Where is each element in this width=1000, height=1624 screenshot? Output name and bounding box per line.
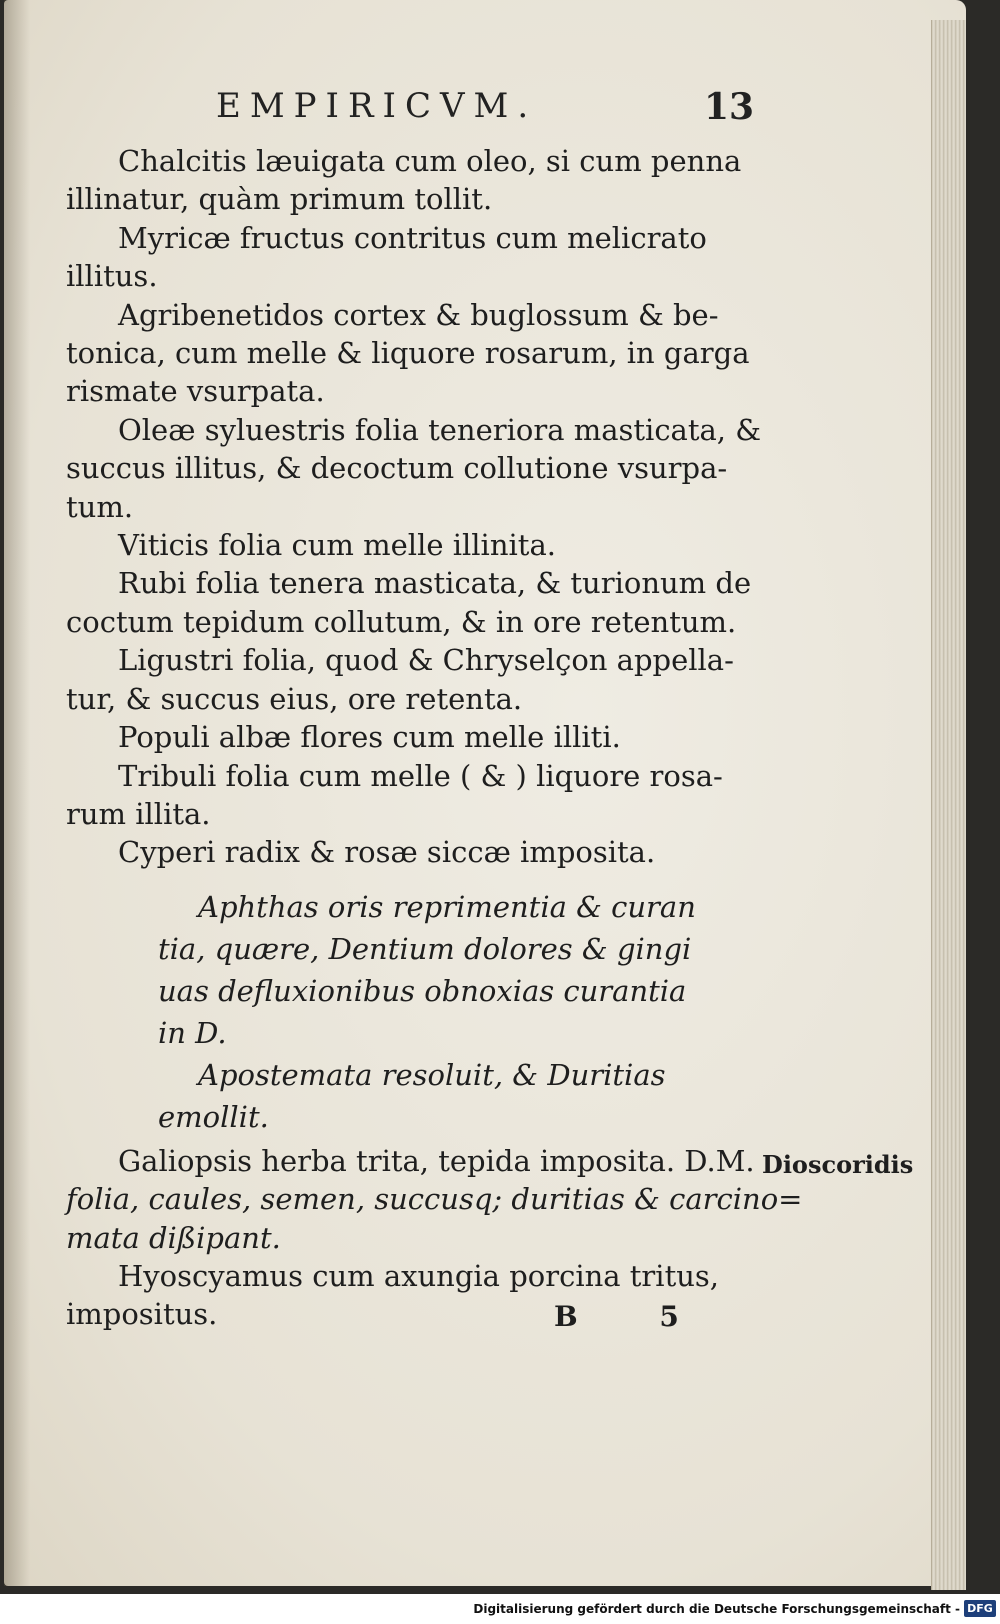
dfg-logo: DFG (964, 1600, 996, 1617)
italic-line: uas defluxionibus obnoxias curantia (158, 973, 687, 1008)
text-line: Ligustri folia, quod & Chryselçon appella- (118, 643, 734, 678)
italic-line: folia, caules, semen, succusq; duritias & carcino= (66, 1182, 803, 1217)
text-line: tur, & succus eius, ore retenta. (66, 681, 523, 716)
text-line: tonica, cum melle & liquore rosarum, in garga (66, 336, 750, 371)
paragraph (66, 219, 766, 296)
text-line: Rubi folia tenera masticata, & turionum de (118, 566, 752, 601)
text-line: tum. (66, 489, 134, 524)
paragraph (66, 1142, 803, 1257)
text-line: Galiopsis herba trita, tepida imposita. D.M. (118, 1143, 755, 1178)
paragraph (66, 296, 766, 411)
italic-line: Aphthas oris reprimentia & curan (198, 889, 696, 924)
italic-line: mata dißipant. (66, 1220, 281, 1255)
text-line: Chalcitis læuigata cum oleo, si cum penna (118, 144, 742, 178)
italic-line: Apostemata resoluit, & Duritias (198, 1057, 666, 1092)
paragraph (66, 526, 766, 564)
text-line: impositus. (66, 1297, 218, 1332)
text-line: coctum tepidum collutum, & in ore retentum. (66, 604, 737, 639)
text-line: Hyoscyamus cum axungia porcina tritus, (118, 1258, 719, 1293)
signature-mark: B 5 (554, 1300, 715, 1333)
italic-line: in D. (158, 1015, 227, 1050)
paragraph (66, 564, 766, 641)
text-line: rismate vsurpata. (66, 374, 325, 409)
text-line: Viticis folia cum melle illinita. (118, 528, 556, 563)
text-line: succus illitus, & decoctum collutione vsurpa- (66, 451, 728, 486)
text-line: rum illita. (66, 796, 211, 831)
main-text (66, 142, 803, 1334)
spine-shadow (4, 0, 30, 1586)
text-line: illinatur, quàm primum tollit. (66, 182, 493, 217)
running-head: EMPIRICVM. (216, 86, 538, 126)
paragraph (66, 718, 766, 756)
text-line: Populi albæ flores cum melle illiti. (118, 720, 621, 755)
italic-line: emollit. (158, 1099, 269, 1134)
italic-line: tia, quære, Dentium dolores & gingi (158, 931, 692, 966)
margin-note: Dioscoridis (762, 1150, 914, 1179)
page-header (204, 86, 764, 136)
text-line: Agribenetidos cortex & buglossum & be- (118, 297, 719, 332)
footer-bar (0, 1594, 1000, 1624)
text-line: Oleæ syluestris folia teneriora masticata, & (118, 412, 762, 447)
text-line: illitus. (66, 259, 158, 294)
italic-note (66, 886, 766, 1138)
paragraph (66, 641, 766, 718)
text-line: Tribuli folia cum melle ( & ) liquore rosa- (118, 758, 723, 793)
paragraph (66, 833, 766, 871)
page-number: 13 (704, 86, 755, 128)
paragraph (66, 757, 766, 834)
text-line: Cyperi radix & rosæ siccæ imposita. (118, 835, 656, 870)
footer-credit: Digitalisierung gefördert durch die Deutsche Forschungsgemeinschaft - (473, 1602, 960, 1616)
paragraph (66, 411, 766, 526)
book-page (4, 0, 966, 1586)
paragraph (66, 142, 766, 219)
page-edges (931, 20, 966, 1590)
text-line: Myricæ fructus contritus cum melicrato (118, 220, 707, 255)
